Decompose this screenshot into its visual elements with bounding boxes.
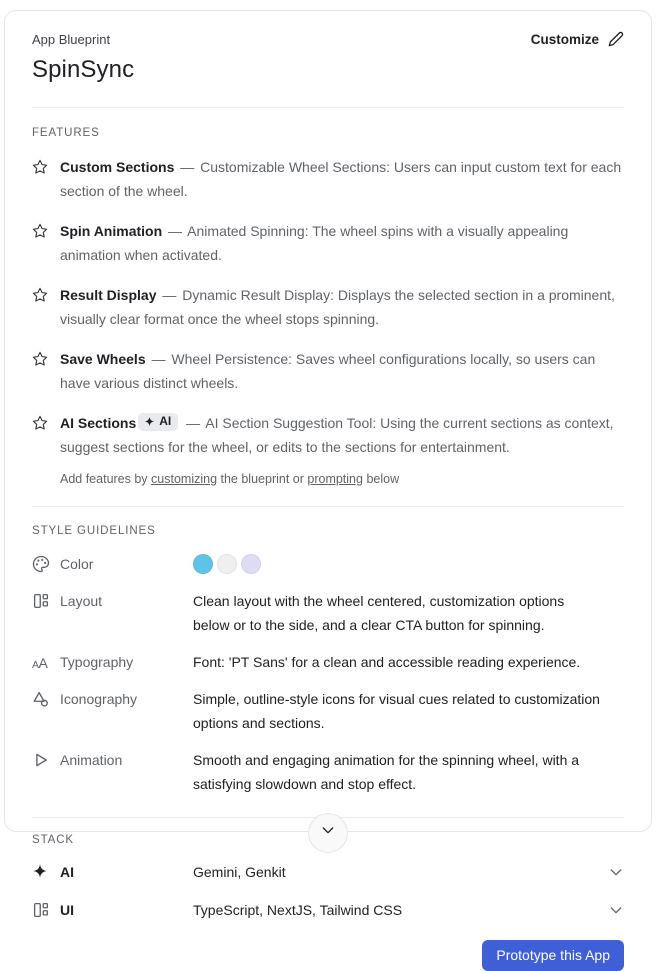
feature-item	[32, 411, 624, 459]
color-swatch-background	[217, 554, 237, 574]
card-header	[32, 31, 624, 47]
feature-item	[32, 219, 624, 267]
star-icon	[32, 159, 48, 203]
star-icon	[32, 223, 48, 267]
feature-name: Spin Animation	[60, 223, 163, 239]
feature-description: Dynamic Result Display: Displays the selected section in a prominent, visually clear format once the wheel stops spinning.	[60, 287, 615, 327]
style-row-text: Simple, outline-style icons for visual cues related to customization options and sections.	[193, 691, 600, 731]
customizing-link[interactable]: customizing	[151, 472, 218, 486]
feature-text: Spin Animation — Animated Spinning: The wheel spins with a visually appealing animation when activated.	[60, 223, 569, 263]
card-eyebrow: App Blueprint	[32, 31, 111, 47]
stack-row-value: Gemini, Genkit	[193, 864, 286, 880]
style-row-iconography	[32, 687, 624, 735]
features-heading: FEATURES	[32, 127, 100, 139]
feature-item	[32, 283, 624, 331]
style-row-text: Smooth and engaging animation for the spinning wheel, with a satisfying slowdown and stop effect.	[193, 752, 580, 792]
ai-badge: AI	[138, 413, 178, 431]
cta-row	[32, 940, 624, 971]
stack-row-ui[interactable]	[32, 898, 624, 922]
feature-name: Save Wheels	[60, 351, 146, 367]
feature-description: AI Section Suggestion Tool: Using the current sections as context, suggest sections for the wheel, or edits to the sections for entertainment.	[60, 415, 614, 455]
prompting-link[interactable]: prompting	[307, 472, 363, 486]
style-row-label: Color	[60, 556, 94, 572]
feature-text: Custom Sections — Customizable Wheel Sections: Users can input custom text for each section of the wheel.	[60, 159, 622, 199]
style-row-animation	[32, 748, 624, 796]
stack-row-label: UI	[60, 902, 74, 918]
star-icon	[32, 351, 48, 395]
feature-text: Result Display — Dynamic Result Display: Displays the selected section in a prominent, visually clear format once the wheel stops spinning.	[60, 287, 615, 327]
pencil-icon	[608, 31, 624, 47]
page-title: SpinSync	[32, 56, 135, 83]
app-blueprint-card	[4, 10, 652, 963]
style-row-color	[32, 552, 624, 576]
shapes-icon	[32, 690, 50, 708]
style-row-text: Clean layout with the wheel centered, customization options below or to the side, and a clear CTA button for spinning.	[193, 593, 565, 633]
play-icon	[32, 751, 50, 769]
style-row-label: Layout	[60, 593, 103, 609]
stack-row-value: TypeScript, NextJS, Tailwind CSS	[193, 902, 403, 918]
customize-label: Customize	[530, 31, 599, 47]
feature-description: Customizable Wheel Sections: Users can input custom text for each section of the wheel.	[60, 159, 622, 199]
color-swatches	[193, 552, 600, 576]
feature-description: Animated Spinning: The wheel spins with a visually appealing animation when activated.	[60, 223, 569, 263]
typography-icon: AA	[32, 655, 48, 671]
style-row-typography	[32, 650, 624, 674]
layout-icon	[32, 901, 50, 919]
style-row-layout	[32, 589, 624, 637]
customize-button[interactable]	[531, 31, 624, 47]
style-row-label: Typography	[60, 654, 134, 670]
prototype-this-app-button[interactable]: Prototype this App	[482, 940, 624, 971]
feature-name: AI Sections	[60, 415, 137, 431]
feature-item	[32, 155, 624, 203]
stack-heading: STACK	[32, 834, 74, 846]
sparkle-icon	[144, 416, 155, 427]
divider	[32, 506, 624, 507]
feature-item	[32, 347, 624, 395]
chevron-down-icon[interactable]	[608, 902, 624, 918]
color-swatch-accent	[241, 554, 261, 574]
style-guidelines-rows	[32, 552, 624, 796]
divider	[32, 107, 624, 108]
layout-icon	[32, 592, 50, 610]
chevron-down-icon[interactable]	[608, 864, 624, 880]
style-guidelines-heading: STYLE GUIDELINES	[32, 525, 156, 537]
style-row-text: Font: 'PT Sans' for a clean and accessible reading experience.	[193, 654, 581, 670]
stack-row-ai[interactable]	[32, 860, 624, 884]
add-features-note: Add features by customizing the blueprint or prompting below	[60, 472, 400, 486]
star-icon	[32, 287, 48, 331]
stack-row-label: AI	[60, 864, 74, 880]
star-icon	[32, 415, 48, 459]
feature-description: Wheel Persistence: Saves wheel configurations locally, so users can have various distinct wheels.	[60, 351, 596, 391]
sparkle-icon	[32, 863, 50, 881]
scroll-more-button[interactable]	[308, 813, 348, 853]
feature-text: Save Wheels — Wheel Persistence: Saves wheel configurations locally, so users can have various distinct wheels.	[60, 351, 596, 391]
palette-icon	[32, 555, 50, 573]
color-swatch-primary	[193, 554, 213, 574]
stack-rows	[32, 860, 624, 922]
style-row-label: Animation	[60, 752, 123, 768]
chevron-down-icon	[320, 828, 336, 838]
feature-name: Custom Sections	[60, 159, 175, 175]
feature-name: Result Display	[60, 287, 157, 303]
feature-text: AI Sections AI — AI Section Suggestion Tool: Using the current sections as context, suggest sections for the wheel, or edits to the sections for entertainment.	[60, 414, 614, 455]
style-row-label: Iconography	[60, 691, 138, 707]
